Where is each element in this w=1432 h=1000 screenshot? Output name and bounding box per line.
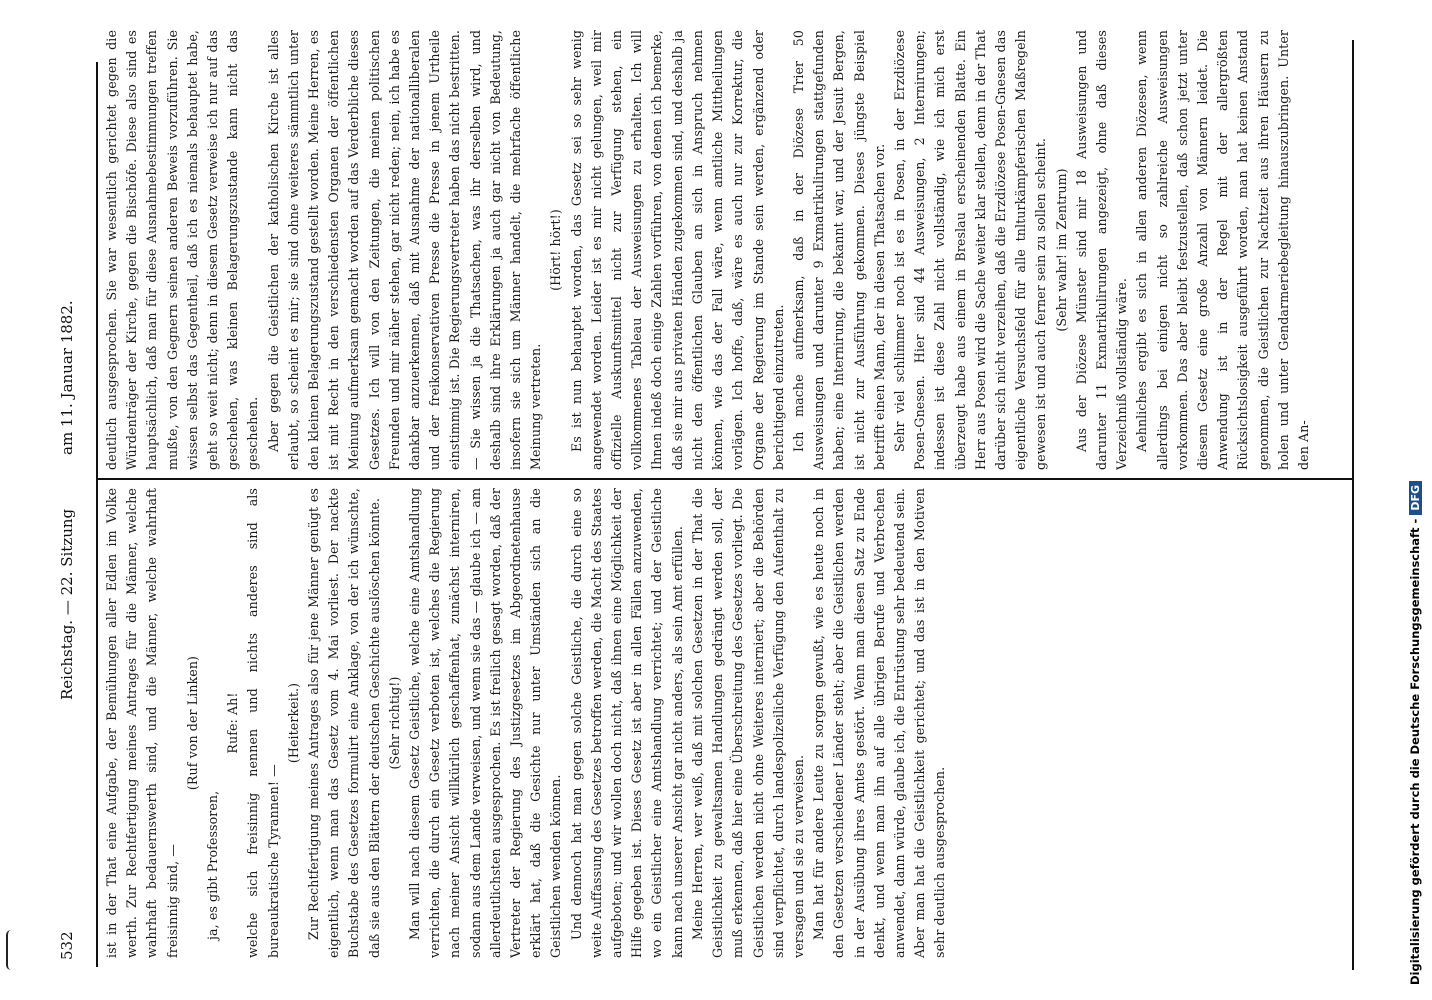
dfg-logo: DFG: [1409, 481, 1422, 515]
interjection: (Sehr richtig!): [386, 676, 402, 770]
digitization-credit: [1408, 481, 1422, 985]
paragraph: Meine Herren, wer weiß, daß mit solchen Gesetzen in der That die Geistlichkeit zu gewaltsamen Handlungen gedrängt werden soll, der muß erkennen, daß hier eine Überschreitung des Gesetzes vorliegt. Die Geistlichen werden nicht ohne Weiteres interniert; aber die Behörden sind verpflichtet, durch landespolizeiliche Verfügung den Aufenthalt zu versagen und sie zu verweisen.: [689, 488, 806, 958]
interjection: (Heiterkeit.): [285, 682, 301, 764]
running-head-left: Reichstag. — 22. Sitzung: [58, 508, 76, 700]
page-number: 532: [58, 931, 76, 960]
interjection: Rufe: Ah!: [225, 692, 241, 754]
paragraph: deutlich ausgesprochen. Sie war wesentlich gerichtet gegen die Würdenträger der Kirche, gegen die Bischöfe. Diese also sind es hauptsächlich, daß man für diese Ausnahmebestimmungen treffen mußte, von den Gegnern seinen anderen Beweis vorzuführen. Sie wissen selbst das Gegentheil, daß ich es niemals behauptet habe, geht so weit nicht; denn in diesem Gesetz verweise ich nur auf das geschehen, was kleinen Belagerungszustande kann nicht das geschehen.: [104, 30, 261, 470]
interjection: (Hört! hört!): [548, 209, 564, 291]
paragraph: ja, es gibt Professoren,: [205, 790, 221, 940]
paragraph: Es ist nun behauptet worden, das Gesetz sei so sehr wenig angewendet worden. Leider ist es mir nicht gelungen, weil mir offizielle Auskunftsmittel nicht zur Verfügung stehen, ein vollkommenes Tableau der Ausweisungen zu erhalten. Ich will Ihnen indeß doch einige Zahlen vorführen, von denen ich bemerke, daß sie mir aus privaten Händen zugekommen sind, und deshalb ja nicht den öffentlichen Glauben an sich in Anspruch nehmen können, wie das der Fall wäre, wenn amtliche Mittheilungen vorlägen. Ich hoffe, daß, wäre es auch nur zur Korrektur, die Organe der Regierung im Stande sein werden, ergänzend oder berichtigend einzutreten.: [568, 30, 786, 470]
paragraph: Man hat für andere Leute zu sorgen gewußt, wie es heute noch in den Gesetzen verschiedener Länder steht; aber die Geistlichen werden in der Ausübung ihres Amtes gestört. Wenn man diesen Satz zu Ende denkt, und wenn man ihn auf alle übrigen Berufe und Verbrechen anwendet, dann würde, glaube ich, die Entrüstung sehr bedeutend sein. Aber man hat die Geistlichkeit gerichtet; und das ist in den Motiven sehr deutlich ausgesprochen.: [811, 488, 948, 958]
paragraph: Aehnliches ergibt es sich in allen anderen Diözesen, wenn allerdings bei einigen nicht so zahlreiche Ausweisungen vorkommen. Das aber bleibt festzustellen, daß schon jetzt unter diesem Gesetz eine große Anzahl von Männern leidet. Die Anwendung ist in der Regel mit der allergrößten Rücksichtslosigkeit ausgeführt worden, man hat keinen Anstand genommen, die Geistlichen zur Nachtzeit aus ihren Häusern zu holen und unter Gendarmeriebegleitung hinauszubringen. Unter den An-: [1134, 30, 1311, 470]
running-head-right: am 11. Januar 1882.: [58, 300, 76, 455]
interjection: (Ruf von der Linken): [184, 655, 200, 791]
paragraph: Und dennoch hat man gegen solche Geistliche, die durch eine so weite Auffassung des Gesetzes betroffen werden, die Macht des Staates aufgeboten; und wir wollen doch nicht, daß ihnen eine Möglichkeit der Hilfe gegeben ist. Dieses Gesetz ist aber in allen Fällen anzuwenden, wo ein Geistlicher eine Amtshandlung verrichtet; und der Geistliche kann nach unserer Ansicht gar nicht anders, als sein Amt erfüllen.: [568, 488, 685, 958]
paragraph: Man will nach diesem Gesetz Geistliche, welche eine Amtshandlung verrichten, die durch ein Gesetz verboten ist, welches die Regierung nach meiner Ansicht willkürlich geschaffenhat, zunächst interniren, sodann aus dem Lande verweisen, und wenn sie das — glaube ich — am allerdeutlichsten ausgesprochen. Es ist freilich gesagt worden, daß der Vertreter der Regierung des Justizgesetzes im Abgeordnetenhause erklärt hat, daß die Gesichte nur unter Umständen sich an die Geistlichen wenden können.: [407, 488, 564, 958]
paragraph: ist in der That eine Aufgabe, der Bemühungen aller Edlen im Volke werth. Zur Rechtfertigung meines Antrages für die Männer, welche wahrhaft bedauernswerth sind, und die Männer, welche wahrhaft freisinnig sind, —: [104, 488, 180, 958]
running-head-rule: [96, 62, 98, 967]
paragraph: Sehr viel schlimmer noch ist es in Posen, in der Erzdiözese Posen-Gnesen. Hier sind 44 Ausweisungen, 2 Internirungen; indessen ist diese Zahl nicht vollständig, wie ich mich erst überzeugt habe aus einem in Breslau erscheinenden Blatte. Ein Herr aus Posen wird die Sache weiter klar stellen, denn in der That darüber sich nicht verzeihen, daß die Erzdiözese Posen-Gnesen das eigentliche Versuchsfeld für alle tnlturkämpferischen Maßregeln gewesen ist und auch ferner sein zu sollen scheint.: [891, 30, 1049, 470]
paragraph: welche sich freisinnig nennen und nichts anderes sind als bureaukratische Tyrannen! —: [245, 488, 281, 958]
left-text-column: [102, 488, 1342, 958]
right-text-column: [102, 30, 1342, 470]
paragraph: Aus der Diözese Münster sind mir 18 Ausweisungen und darunter 11 Exmatrikulirungen angezeigt, ohne daß dieses Verzeichniß vollständig wäre.: [1073, 30, 1130, 470]
paragraph: Aber gegen die Geistlichen der katholischen Kirche ist alles erlaubt, so scheint es mir; sie sind ohne weiteres sämmtlich unter den kleinen Belagerungszustand gestellt worden. Meine Herren, es ist mit Recht in den verschiedensten Organen der öffentlichen Meinung aufmerksam gemacht worden auf das Verderbliche dieses Gesetzes. Ich will von den Zeitungen, die meinen politischen Freunden und mir näher stehen, gar nicht reden; nein, ich habe es dankbar anzuerkennen, daß mit Ausnahme der nationalliberalen und der freikonservativen Presse die Presse in jenem Urtheile einstimmig ist. Die Regierungsvertreter haben das nicht bestritten. — Sie wissen ja die Thatsachen, was ihr derselben wird, und deshalb sind ihre Erklärungen ja auch gar nicht von Bedeutung, insofern sie sich um Männer handelt, die mehrfache öffentliche Meinung vertreten.: [265, 30, 544, 470]
column-divider: [98, 478, 1354, 480]
paragraph: Zur Rechtfertigung meines Antrages also für jene Männer genügt es eigentlich, wenn man das Gesetz vom 4. Mai vorliest. Der nackte Buchstabe des Gesetzes formulirt eine Anklage, von der ich wünschte, daß sie aus den Blättern der deutschen Geschichte auslöschen könnte.: [306, 488, 382, 958]
interjection: (Sehr wahr! im Zentrum): [1053, 168, 1069, 332]
paragraph: Ich mache aufmerksam, daß in der Diözese Trier 50 Ausweisungen und darunter 9 Exmatrikulirungen stattgefunden haben; eine Internirung, die bekannt war, und der Jesuit Bergen, ist nicht zur Ausführung gekommen. Dieses jüngste Beispiel betrifft einen Mann, der in diesen Thatsachen vor.: [790, 30, 887, 470]
credit-text: Digitalisierung gefördert durch die Deutsche Forschungsgemeinschaft -: [1408, 518, 1422, 985]
page-bottom-rule: [1352, 40, 1354, 970]
binding-mark: [6, 930, 16, 970]
